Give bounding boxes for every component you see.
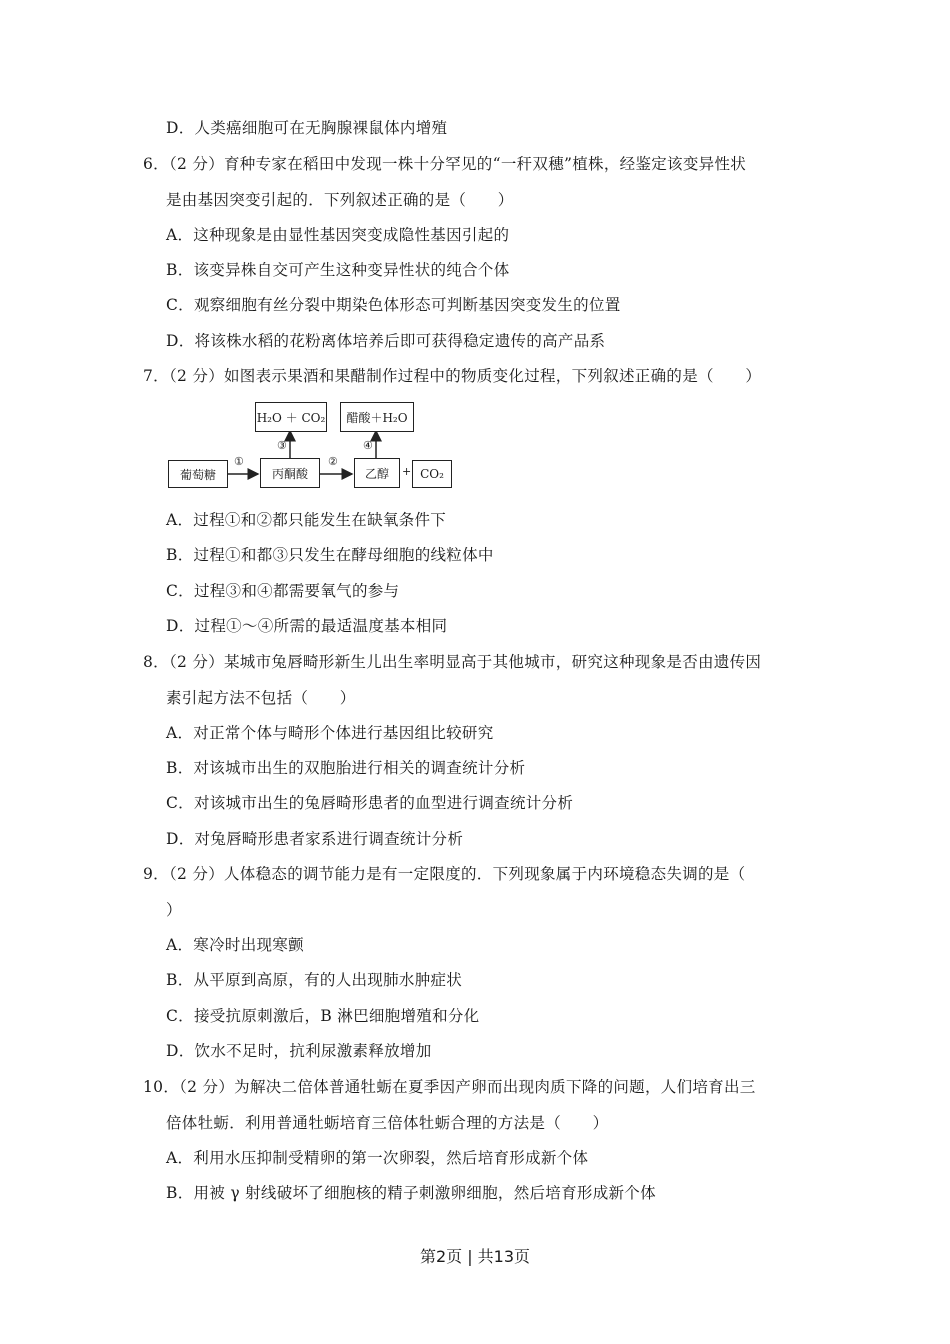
q6-option-c: C．观察细胞有丝分裂中期染色体形态可判断基因突变发生的位置	[166, 296, 621, 314]
q10-option-a: A．利用水压抑制受精卵的第一次卵裂，然后培育形成新个体	[166, 1149, 589, 1167]
acetic-acid-box: 醋酸＋H₂O	[340, 402, 414, 432]
q10-option-b: B．用被 γ 射线破坏了细胞核的精子刺激卵细胞，然后培育形成新个体	[166, 1184, 656, 1202]
page-footer: 第2页 | 共13页	[419, 1247, 531, 1266]
q6-option-d: D．将该株水稻的花粉离体培养后即可获得稳定遗传的高产品系	[166, 332, 606, 350]
q5-option-d: D．人类癌细胞可在无胸腺裸鼠体内增殖	[166, 119, 448, 137]
q8-stem-line1: 8．（2 分）某城市兔唇畸形新生儿出生率明显高于其他城市，研究这种现象是否由遗传因	[143, 653, 762, 671]
plus-sign: +	[402, 465, 412, 478]
step-2-label: ②	[328, 455, 338, 468]
h2o-co2-box: H₂O ＋ CO₂	[255, 402, 327, 432]
q9-option-d: D．饮水不足时，抗利尿激素释放增加	[166, 1042, 432, 1060]
ethanol-box: 乙醇	[354, 458, 400, 488]
step-3-label: ③	[277, 439, 287, 452]
q6-stem-line2: 是由基因突变引起的．下列叙述正确的是（ ）	[166, 191, 514, 209]
q9-stem-line2: ）	[166, 901, 182, 919]
q9-option-a: A．寒冷时出现寒颤	[166, 936, 304, 954]
q6-stem-line1: 6．（2 分）育种专家在稻田中发现一株十分罕见的“一秆双穗”植株，经鉴定该变异性状	[143, 155, 747, 173]
q10-stem-line2: 倍体牡蛎．利用普通牡蛎培育三倍体牡蛎合理的方法是（ ）	[166, 1114, 609, 1132]
step-4-label: ④	[363, 439, 373, 452]
q9-option-b: B．从平原到高原，有的人出现肺水肿症状	[166, 971, 463, 989]
q8-option-d: D．对兔唇畸形患者家系进行调查统计分析	[166, 830, 464, 848]
q8-option-b: B．对该城市出生的双胞胎进行相关的调查统计分析	[166, 759, 526, 777]
co2-box: CO₂	[412, 460, 452, 488]
step-1-label: ①	[234, 455, 244, 468]
fermentation-diagram	[160, 397, 460, 495]
pyruvate-box: 丙酮酸	[260, 458, 320, 488]
glucose-box: 葡萄糖	[168, 460, 228, 488]
q7-option-a: A．过程①和②都只能发生在缺氧条件下	[166, 511, 447, 529]
q9-stem-line1: 9．（2 分）人体稳态的调节能力是有一定限度的．下列现象属于内环境稳态失调的是（	[143, 865, 746, 883]
q10-stem-line1: 10．（2 分）为解决二倍体普通牡蛎在夏季因产卵而出现肉质下降的问题，人们培育出三	[143, 1078, 756, 1096]
q8-option-c: C．对该城市出生的兔唇畸形患者的血型进行调查统计分析	[166, 794, 574, 812]
q7-option-b: B．过程①和都③只发生在酵母细胞的线粒体中	[166, 546, 494, 564]
q7-stem-line1: 7．（2 分）如图表示果酒和果醋制作过程中的物质变化过程，下列叙述正确的是（ ）	[143, 367, 762, 385]
q6-option-b: B．该变异株自交可产生这种变异性状的纯合个体	[166, 261, 510, 279]
q7-option-d: D．过程①～④所需的最适温度基本相同	[166, 617, 448, 635]
q9-option-c: C．接受抗原刺激后，B 淋巴细胞增殖和分化	[166, 1007, 480, 1025]
q7-option-c: C．过程③和④都需要氧气的参与	[166, 582, 400, 600]
q8-stem-line2: 素引起方法不包括（ ）	[166, 689, 356, 707]
q8-option-a: A．对正常个体与畸形个体进行基因组比较研究	[166, 724, 494, 742]
q6-option-a: A．这种现象是由显性基因突变成隐性基因引起的	[166, 226, 510, 244]
